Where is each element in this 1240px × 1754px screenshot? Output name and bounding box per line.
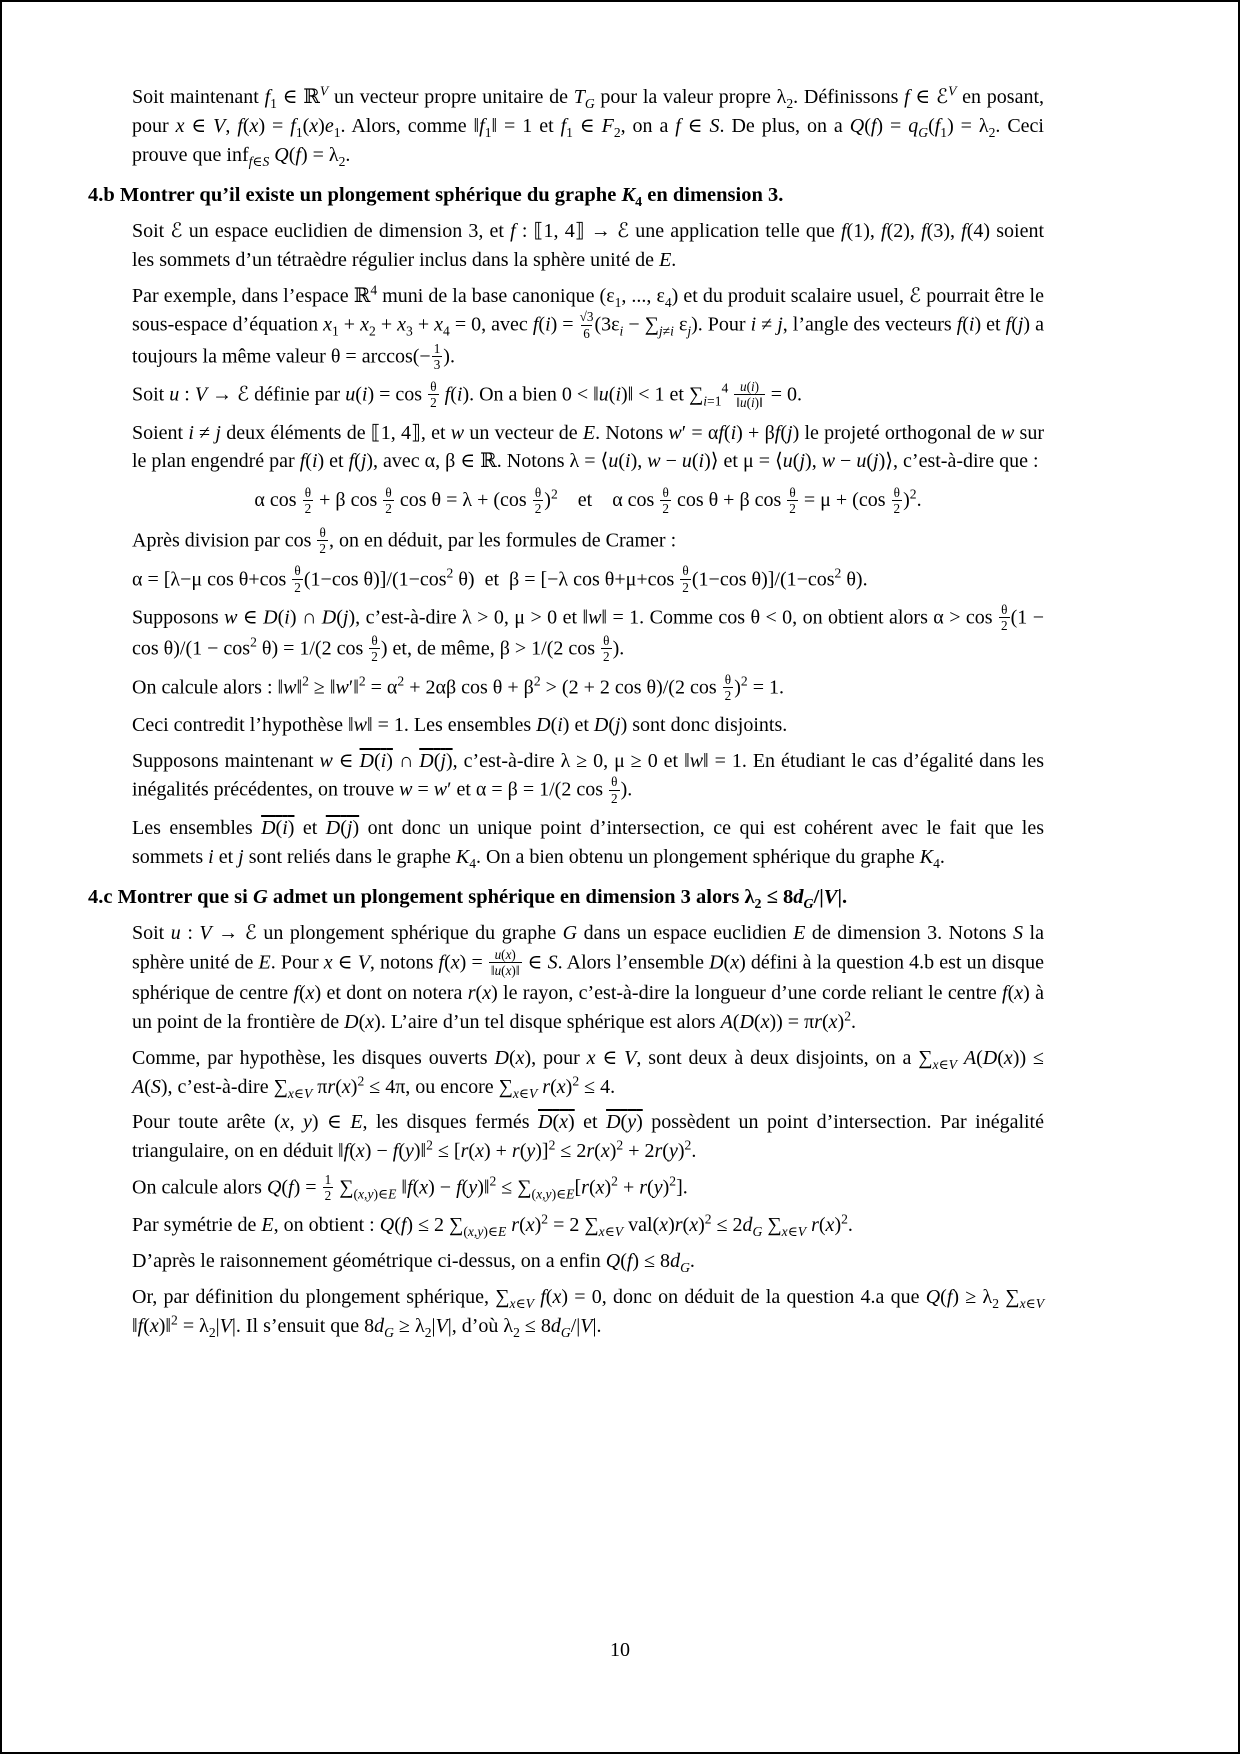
paragraph: Pour toute arête (x, y) ∈ E, les disques fermés D(x) et D(y) possèdent un point d’intersection. Par inégalité triangulaire, on en déduit ‖f(x) − f(y)‖$^2$ ≤ $[r(x) + r(y)]^2 \le 2r(x)^2 + 2r(y)^2$. <box>132 1111 1044 1163</box>
paragraph: Supposons maintenant w ∈ D(i) ∩ D(j), c’est-à-dire λ ≥ 0, μ ≥ 0 et ‖w‖ = 1. En étudiant le cas d’égalité dans les inégalités précédentes, on trouve w = w′ et α = β = 1/(2 cos $\frac{\theta}{2}$ ). <box>132 749 1045 806</box>
paragraph: On calcule alors : ‖w‖$^2$ ≥ ‖w′‖$^2$ = $\alpha^2 + 2\alpha\beta$ $\cos \theta + \beta^2 > (2 + 2$ cos θ)/(2 cos $\frac{\theta}{2}$ )$^2$ = 1. <box>132 671 784 703</box>
section-heading: 4.b Montrer qu’il existe un plongement sphérique du graphe $K_4$ en dimension 3. <box>88 184 784 211</box>
paragraph: Les ensembles D(i) et D(j) ont donc un unique point d’intersection, ce qui est cohérent avec le fait que les sommets i et j sont reliés dans le graphe $K_4$. On a bien obtenu un plongement sphérique du graphe $K_4$. <box>132 816 1045 871</box>
section-number: 4.c <box>88 886 113 909</box>
paragraph: Soit u : V → ℰ définie par u(i) = cos $\frac{\theta}{2}$ f(i). On a bien 0 < ‖u(i)‖ < 1 et $\sum_{i=1}^4$ $\frac{u(i)}{‖u(i)‖}$ = 0. <box>132 379 803 411</box>
paragraph: Par exemple, dans l’espace ℝ$^4$ muni de la base canonique ($\varepsilon_1$, ..., $\varepsilon_4$) et du produit scalaire usuel, ℰ pourrait être le sous-espace d’équation $x_1 + x_2 + x_3 + x_4 = 0$, avec f(i) = $\frac{√3}{6}$ ($3\varepsilon_i - \sum_{j\ne i}$ $\varepsilon_j$). Pour i ≠ j, l’angle des vecteurs f(i) et f(j) a toujours la même valeur θ = arccos(− $\frac{1}{3}$ ). <box>132 282 1044 372</box>
page-footer <box>2 1639 1238 1662</box>
paragraph: Après division par cos $\frac{\theta}{2}$ , on en déduit, par les formules de Cramer : <box>132 525 677 557</box>
document-body <box>88 76 1045 1348</box>
section-number: 4.b <box>88 184 115 207</box>
paragraph: Comme, par hypothèse, les disques ouverts D(x), pour x ∈ V, sont deux à deux disjoints, on a $\sum_{x\in V}$ A(D(x)) ≤ A(S), c’est-à-dire $\sum_{x\in V}$ $\pi r(x)^2 \le 4\pi$, ou encore $\sum_{x\in V}$ $r(x)^2 \le 4$. <box>132 1046 1044 1101</box>
equation: α cos $\frac{\theta}{2}$ + β cos $\frac{\theta}{2}$ cos θ = λ + (cos $\frac{\theta}{2}$ )$^2$ et α cos $\frac{\theta}{2}$ cos θ + β cos $\frac{\theta}{2}$ = μ + (cos $\frac{\theta}{2}$ )$^2$. <box>254 484 922 516</box>
paragraph: Or, par définition du plongement sphérique, $\sum_{x\in V}$ f(x) = 0, donc on déduit de la question 4.a que $Q(f) \ge \lambda_2$ $\sum_{x\in V}$ ‖f(x)‖$^2$ = $\lambda_2|V|$. Il s’ensuit que $8d_G \ge \lambda_2|V|$, d’où $\lambda_2 \le 8d_G/|V|$. <box>132 1285 1044 1340</box>
section-heading: 4.c Montrer que si G admet un plongement sphérique en dimension 3 alors $\lambda_2 \le 8d_G/|V|$. <box>88 886 848 913</box>
paragraph: Ceci contredit l’hypothèse ‖w‖ = 1. Les ensembles D(i) et D(j) sont donc disjoints. <box>132 713 788 736</box>
page-number: 10 <box>610 1639 630 1661</box>
paragraph: Supposons w ∈ D(i) ∩ D(j), c’est-à-dire λ > 0, μ > 0 et ‖w‖ = 1. Comme cos θ < 0, on obtient alors α > cos $\frac{\theta}{2}$ $(1 - \cos \theta)/(1 - \cos^2 \theta) = 1/(2$ cos $\frac{\theta}{2}$ ) et, de même, β > 1/(2 cos $\frac{\theta}{2}$ ). <box>132 601 1044 665</box>
paragraph: Soient i ≠ j deux éléments de ⟦1, 4⟧, et w un vecteur de E. Notons w′ = αf(i) + βf(j) le projeté orthogonal de w sur le plan engendré par f(i) et f(j), avec α, β ∈ ℝ. Notons λ = ⟨u(i), w − u(i)⟩ et μ = ⟨u(j), w − u(j)⟩, c’est-à-dire que : <box>132 421 1044 473</box>
paragraph: D’après le raisonnement géométrique ci-dessus, on a enfin $Q(f) \le 8d_G$. <box>132 1250 695 1276</box>
paragraph: Soit ℰ un espace euclidien de dimension 3, et f : ⟦1, 4⟧ → ℰ une application telle que f(1), f(2), f(3), f(4) soient les sommets d’un tétraèdre régulier inclus dans la sphère unité de E. <box>132 220 1045 271</box>
paragraph: Soit maintenant $f_1$ ∈ ℝ$^V$ un vecteur propre unitaire de $T_G$ pour la valeur propre $\lambda_2$. Définissons f ∈ ℰ$^V$ en posant, pour x ∈ V, $f(x) = f_1(x)e_1$. Alors, comme $‖f_1‖ = 1$ et $f_1$ ∈ $F_2$, on a f ∈ S. De plus, on a $Q(f) = q_G(f_1) = \lambda_2$. Ceci prouve que inf$_{f\in S}$ $Q(f) = \lambda_2$. <box>132 83 1044 169</box>
paragraph: Soit u : V → ℰ un plongement sphérique du graphe G dans un espace euclidien E de dimension 3. Notons S la sphère unité de E. Pour x ∈ V, notons f(x) = $\frac{u(x)}{‖u(x)‖}$ ∈ S. Alors l’ensemble D(x) défini à la question 4.b est un disque sphérique de centre f(x) et dont on notera r(x) le rayon, c’est-à-dire la longueur d’une corde reliant le centre f(x) à un point de la frontière de D(x). L’aire d’un tel disque sphérique est alors $A(D(x)) = \pi r(x)^2$. <box>132 922 1044 1034</box>
paragraph: Par symétrie de E, on obtient : Q(f) ≤ 2 $\sum_{(x,y)\in E}$ $r(x)^2 = 2$ $\sum_{x\in V}$ $val(x)r(x)^2 \le 2d_G$ $\sum_{x\in V}$ $r(x)^2$. <box>132 1211 853 1240</box>
paragraph: α = [λ−μ cos θ+cos $\frac{\theta}{2}$ (1−cos $\theta)]/(1-\cos^2$ θ) et β = [−λ cos θ+μ+cos $\frac{\theta}{2}$ (1−cos $\theta)]/(1-\cos^2$ θ). <box>132 563 868 595</box>
paragraph: On calcule alors Q(f) = $\frac{1}{2}$ $\sum_{(x,y)\in E}$ ‖f(x) − f(y)‖$^2$ ≤ $\sum_{(x,y)\in E}[r(x)^2 + r(y)^2]$. <box>132 1171 688 1204</box>
